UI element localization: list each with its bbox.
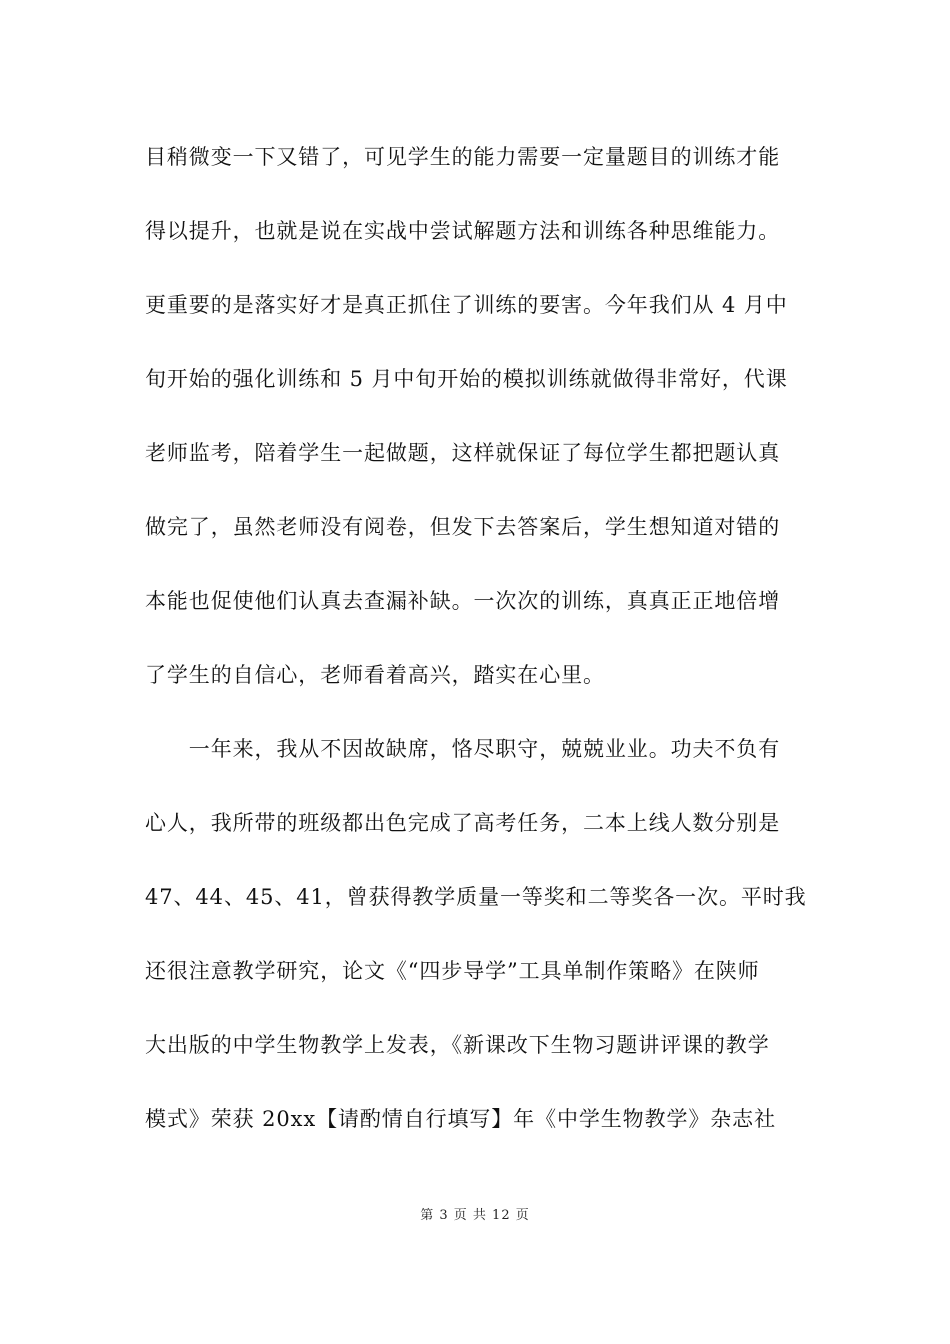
text-line-8: 了学生的自信心，老师看着高兴，踏实在心里。 <box>145 663 605 687</box>
text-line-13: 大出版的中学生物教学上发表，《新课改下生物习题讲评课的教学 <box>145 1033 770 1057</box>
page-number-footer: 第 3 页 共 12 页 <box>420 1208 530 1223</box>
text-line-9: 一年来，我从不因故缺席，恪尽职守，兢兢业业。功夫不负有 <box>145 737 781 761</box>
text-line-10: 心人，我所带的班级都出色完成了高考任务，二本上线人数分别是 <box>145 811 781 835</box>
text-line-11: 47、44、45、41，曾获得教学质量一等奖和二等奖各一次。平时我 <box>145 885 807 909</box>
text-line-1: 目稍微变一下又错了，可见学生的能力需要一定量题目的训练才能 <box>145 145 781 169</box>
text-line-3: 更重要的是落实好才是真正抓住了训练的要害。今年我们从 4 月中 <box>145 293 788 317</box>
text-line-7: 本能也促使他们认真去查漏补缺。一次次的训练，真真正正地倍增 <box>145 589 781 613</box>
text-line-6: 做完了，虽然老师没有阅卷，但发下去答案后，学生想知道对错的 <box>145 515 781 539</box>
text-line-12: 还很注意教学研究，论文《“四步导学”工具单制作策略》在陕师 <box>145 959 760 983</box>
text-line-4: 旬开始的强化训练和 5 月中旬开始的模拟训练就做得非常好，代课 <box>145 367 788 391</box>
text-line-5: 老师监考，陪着学生一起做题，这样就保证了每位学生都把题认真 <box>145 441 781 465</box>
text-line-14: 模式》荣获 20xx【请酌情自行填写】年《中学生物教学》杂志社 <box>145 1107 776 1131</box>
text-line-2: 得以提升，也就是说在实战中尝试解题方法和训练各种思维能力。 <box>145 219 781 243</box>
